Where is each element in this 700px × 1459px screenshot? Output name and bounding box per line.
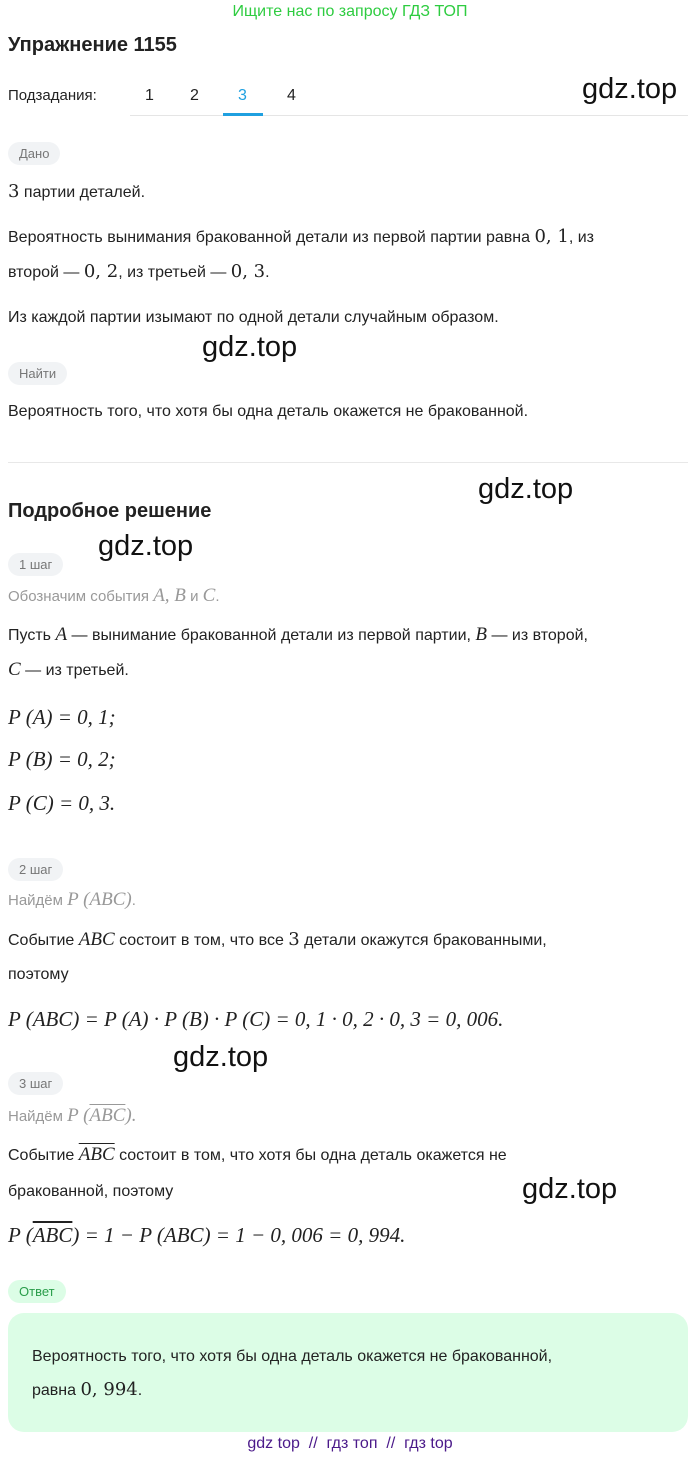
tab-subtask-2[interactable]: 2 — [190, 87, 199, 104]
answer-badge: Ответ — [8, 1280, 66, 1303]
subtasks-label: Подзадания: — [8, 87, 97, 104]
find-text: Вероятность того, что хотя бы одна деталь окажется не бракованной. — [8, 403, 529, 420]
step1-text: C — из третьей. — [8, 659, 129, 680]
answer-text: Вероятность того, что хотя бы одна деталь окажется не бракованной, — [32, 1348, 553, 1365]
tab-subtask-1[interactable]: 1 — [145, 87, 154, 104]
watermark: gdz.top — [202, 331, 298, 363]
step2-badge: 2 шаг — [8, 858, 63, 881]
step1-badge: 1 шаг — [8, 553, 63, 576]
promo-banner: Ищите нас по запросу ГДЗ ТОП — [232, 3, 468, 20]
formula: P $(\overline{ABC}) = 1 - P$ (ABC) = 1 − 0, 006 = 0, 994. — [8, 1223, 406, 1247]
watermark: gdz.top — [98, 530, 194, 562]
step3-hint: Найдём P $(\overline{ABC})$. — [8, 1105, 137, 1126]
find-badge: Найти — [8, 362, 67, 385]
step2-text: поэтому — [8, 966, 69, 983]
given-line: Вероятность вынимания бракованной детали из первой партии равна 0, 1, из — [8, 226, 594, 247]
step3-text: Событие $\overline{ABC}$ состоит в том, что хотя бы одна деталь окажется не — [8, 1144, 507, 1165]
tab-subtask-3[interactable]: 3 — [238, 87, 247, 104]
step3-badge: 3 шаг — [8, 1072, 63, 1095]
formula: P (A) = 0, 1; — [8, 705, 116, 729]
given-line: 3 партии деталей. — [8, 181, 146, 202]
answer-box — [8, 1313, 688, 1432]
subtasks-divider — [130, 115, 688, 116]
formula: P (C) = 0, 3. — [8, 791, 116, 815]
solution-title: Подробное решение — [8, 500, 212, 522]
step1-hint: Обозначим события A, B и C. — [8, 585, 220, 606]
given-line: Из каждой партии изымают по одной детали случайным образом. — [8, 309, 499, 326]
given-line: второй — 0, 2, из третьей — 0, 3. — [8, 261, 270, 282]
tab-subtask-4[interactable]: 4 — [287, 87, 296, 104]
section-divider — [8, 462, 688, 463]
step3-text: бракованной, поэтому — [8, 1183, 174, 1200]
step1-text: Пусть A — вынимание бракованной детали из первой партии, B — из второй, — [8, 624, 588, 645]
watermark: gdz.top — [173, 1041, 269, 1073]
step2-text: Событие ABC состоит в том, что все 3 детали окажутся бракованными, — [8, 929, 547, 950]
given-badge: Дано — [8, 142, 60, 165]
formula: P (ABC) = P (A) · P (B) · P (C) = 0, 1 · 0, 2 · 0, 3 = 0, 006. — [8, 1007, 504, 1031]
tab-active-indicator — [223, 113, 263, 116]
footer-links[interactable]: gdz top // гдз топ // гдз top — [247, 1435, 453, 1452]
formula: P (B) = 0, 2; — [8, 747, 116, 771]
answer-text: равна 0, 994. — [32, 1379, 143, 1400]
watermark: gdz.top — [582, 73, 678, 105]
watermark: gdz.top — [522, 1173, 618, 1205]
page-title: Упражнение 1155 — [8, 34, 177, 56]
step2-hint: Найдём P (ABC). — [8, 889, 136, 910]
watermark: gdz.top — [478, 473, 574, 505]
